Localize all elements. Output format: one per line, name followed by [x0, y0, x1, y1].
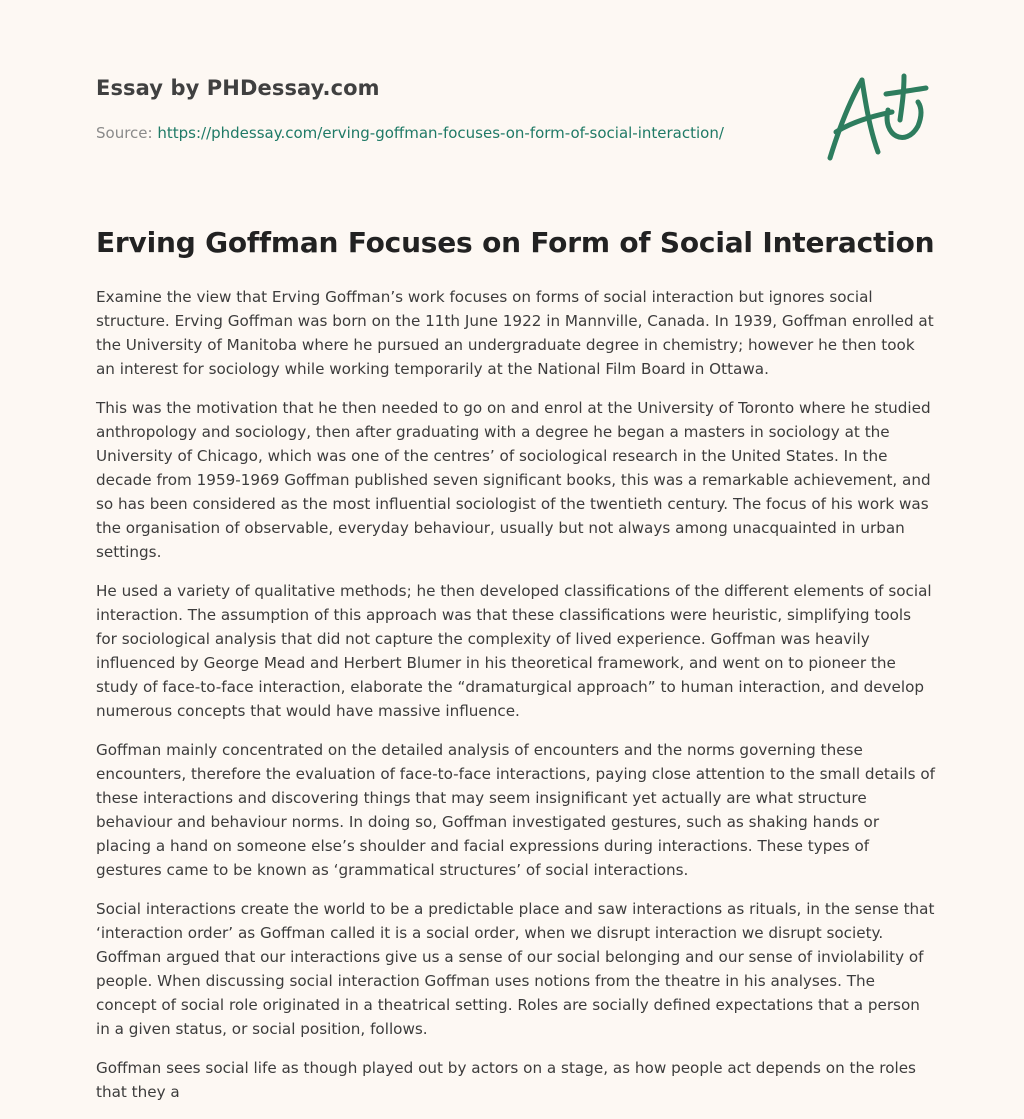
site-brand: Essay by PHDessay.com [96, 76, 380, 100]
source-label: Source: [96, 124, 153, 142]
source-link[interactable]: https://phdessay.com/erving-goffman-focuses-on-form-of-social-interaction/ [157, 124, 724, 142]
article-paragraph: Examine the view that Erving Goffman’s work focuses on forms of social interaction but ignores social structure. Erving Goffman was born on the 11th June 1922 in Mannville, Canada. In 1939, Goffman enrolled at the University of Manitoba where he pursued an undergraduate degree in chemistry; however he then took an interest for sociology while working temporarily at the National Film Board in Ottawa. [96, 288, 934, 378]
article-paragraph: Goffman sees social life as though played out by actors on a stage, as how people act depends on the roles that they a [96, 1059, 916, 1101]
article-title: Erving Goffman Focuses on Form of Social Interaction [96, 226, 935, 259]
article-paragraph: This was the motivation that he then needed to go on and enrol at the University of Toronto where he studied anthropology and sociology, then after graduating with a degree he began a masters in sociology at the University of Chicago, which was one of the centres’ of sociological research in the United States. In the decade from 1959-1969 Goffman published seven significant books, this was a remarkable achievement, and so has been considered as the most influential sociologist of the twentieth century. The focus of his work was the organisation of observable, everyday behaviour, usually but not always among unacquainted in urban settings. [96, 399, 931, 561]
article-paragraph: Goffman mainly concentrated on the detailed analysis of encounters and the norms governing these encounters, therefore the evaluation of face-to-face interactions, paying close attention to the small details of these interactions and discovering things that may seem insignificant yet actually are what structure behaviour and behaviour norms. In doing so, Goffman investigated gestures, such as shaking hands or placing a hand on someone else’s shoulder and facial expressions during interactions. These types of gestures came to be known as ‘grammatical structures’ of social interactions. [96, 741, 935, 879]
source-line [96, 124, 724, 142]
a-plus-grade-icon [818, 66, 930, 166]
article-paragraph: He used a variety of qualitative methods; he then developed classifications of the different elements of social interaction. The assumption of this approach was that these classifications were heuristic, simplifying tools for sociological analysis that did not capture the complexity of lived experience. Goffman was heavily influenced by George Mead and Herbert Blumer in his theoretical framework, and went on to pioneer the study of face-to-face interaction, elaborate the “dramaturgical approach” to human interaction, and develop numerous concepts that would have massive influence. [96, 582, 932, 720]
article-body [96, 285, 936, 1119]
article-paragraph: Social interactions create the world to be a predictable place and saw interactions as rituals, in the sense that ‘interaction order’ as Goffman called it is a social order, when we disrupt interaction we disrupt society. Goffman argued that our interactions give us a sense of our social belonging and our sense of inviolability of people. When discussing social interaction Goffman uses notions from the theatre in his analyses. The concept of social role originated in a theatrical setting. Roles are socially defined expectations that a person in a given status, or social position, follows. [96, 900, 935, 1038]
